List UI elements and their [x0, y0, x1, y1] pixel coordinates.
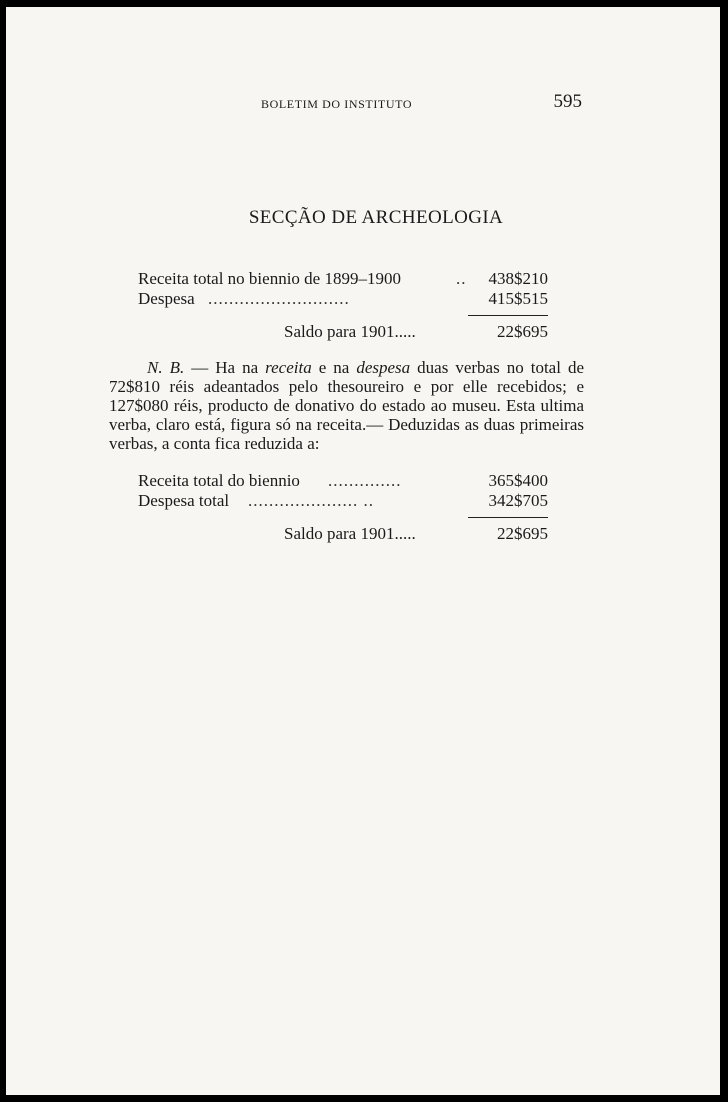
saldo-label: Saldo para 1901.....	[284, 322, 416, 341]
row-label: Despesa total	[138, 491, 230, 510]
note-fragment: — Ha na	[184, 358, 266, 377]
ledger-row-despesa	[138, 289, 548, 309]
row-label: Despesa	[138, 289, 195, 308]
row-amount: 438$210	[488, 269, 548, 288]
despesa-term: despesa	[356, 358, 411, 377]
row-label: Receita total no biennio de 1899–1900	[138, 269, 401, 288]
ledger-row-receita	[138, 269, 548, 289]
page	[6, 7, 720, 1095]
page-number: 595	[553, 91, 582, 112]
row-label: Receita total do biennio	[138, 471, 300, 490]
row-amount: 365$400	[488, 471, 548, 490]
receita-term: receita	[265, 358, 312, 377]
leader-dots: ..............	[328, 471, 402, 490]
running-title: BOLETIM DO INSTITUTO	[261, 97, 413, 111]
nb-marker: N. B.	[147, 358, 185, 377]
row-amount: 415$515	[488, 289, 548, 308]
row-amount: 342$705	[488, 491, 548, 510]
sum-rule	[468, 517, 548, 519]
nota-bene-paragraph	[109, 358, 584, 453]
note-fragment: duas verbas no total de 72$810 réis adeantados pelo thesoureiro e por elle recebidos; e 127$080 réis, producto de donativo do estado ao museu. Esta ultima verba, claro está, figura só na receita.— Deduzidas as duas primeiras verbas, a conta fica reduzida a:	[109, 358, 584, 453]
page-header	[6, 93, 720, 117]
leader-dots: ..................... ..	[248, 491, 374, 510]
note-text	[109, 358, 584, 453]
saldo-amount: 22$695	[497, 524, 548, 543]
leader-dots: ..	[456, 269, 467, 288]
saldo-label: Saldo para 1901.....	[284, 524, 416, 543]
account-summary-reduced	[138, 471, 548, 546]
note-fragment: e na	[311, 358, 357, 377]
saldo-amount: 22$695	[497, 322, 548, 341]
sum-rule	[468, 315, 548, 317]
leader-dots: ...........................	[208, 289, 350, 308]
account-summary-1899-1900	[138, 269, 548, 344]
saldo-row	[138, 524, 548, 546]
ledger-row-receita	[138, 471, 548, 491]
section-title: SECÇÃO DE ARCHEOLOGIA	[248, 207, 504, 228]
saldo-row	[138, 322, 548, 344]
ledger-row-despesa	[138, 491, 548, 511]
